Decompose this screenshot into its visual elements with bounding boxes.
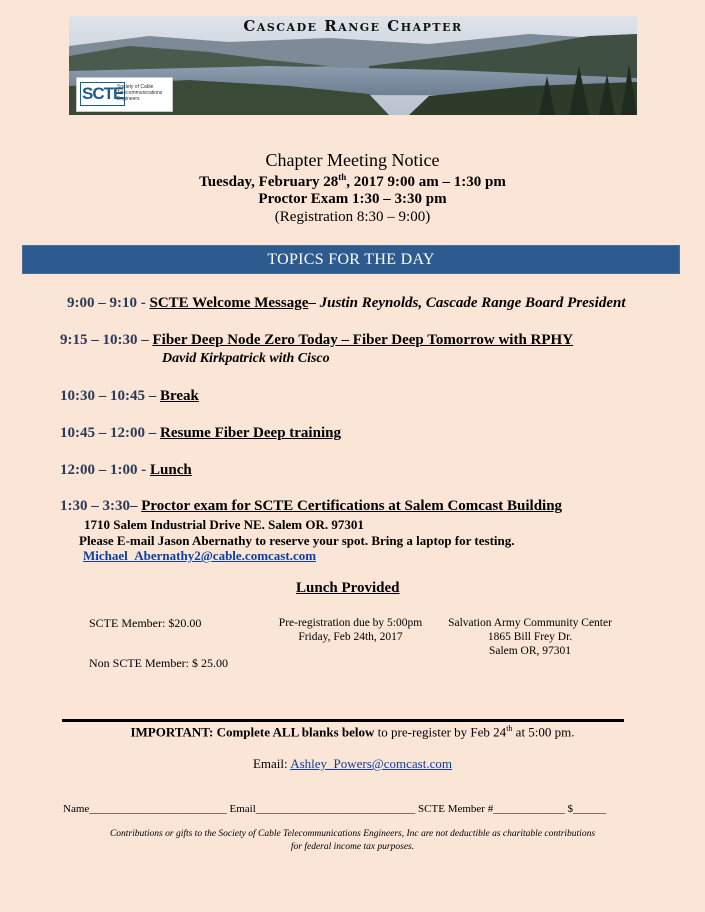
agenda-title: Lunch xyxy=(150,462,192,478)
form-member-blank[interactable]: _____________ xyxy=(493,803,565,815)
meeting-date-suffix: , 2017 9:00 am – 1:30 pm xyxy=(346,174,506,190)
notice-title: Chapter Meeting Notice xyxy=(265,150,440,170)
scte-logo xyxy=(76,77,173,112)
agenda-time: 12:00 – 1:00 - xyxy=(60,462,150,478)
agenda-title: Resume Fiber Deep training xyxy=(160,425,341,441)
agenda-speaker: David Kirkpatrick with Cisco xyxy=(162,351,330,366)
preregistration-line2: Friday, Feb 24th, 2017 xyxy=(298,631,403,643)
form-name-blank[interactable]: _________________________ xyxy=(89,803,227,815)
proctor-exam-time: Proctor Exam 1:30 – 3:30 pm xyxy=(258,191,447,207)
agenda-item xyxy=(60,332,573,349)
agenda-item xyxy=(60,425,341,442)
venue-address xyxy=(440,616,620,658)
contact-line xyxy=(0,756,705,772)
agenda-title: Proctor exam for SCTE Certifications at Salem Comcast Building xyxy=(141,498,563,514)
agenda-time: 9:15 – 10:30 – xyxy=(60,332,153,348)
agenda-item xyxy=(60,462,192,479)
proctor-email-link[interactable] xyxy=(83,548,316,564)
agenda-item xyxy=(60,388,199,405)
agenda-title: SCTE Welcome Message xyxy=(149,295,309,311)
scte-logo-mark: SCTE xyxy=(80,82,125,106)
proctor-email[interactable]: Michael_Abernathy2@cable.comcast.com xyxy=(83,548,317,563)
form-member-label: SCTE Member # xyxy=(415,803,494,815)
venue-name: Salvation Army Community Center xyxy=(448,617,612,629)
agenda-title: Fiber Deep Node Zero Today – Fiber Deep Tomorrow with RPHY xyxy=(152,332,574,348)
proctor-email-note: Please E-mail Jason Abernathy to reserve your spot. Bring a laptop for testing. xyxy=(79,533,515,548)
banner-title: Cascade Range Chapter xyxy=(243,17,463,35)
important-suffix: at 5:00 pm. xyxy=(512,724,575,740)
member-price: SCTE Member: $20.00 xyxy=(89,616,202,630)
preregistration-line1: Pre-registration due by 5:00pm xyxy=(278,617,423,629)
form-name-label: Name xyxy=(63,803,90,815)
form-amount-label: $ xyxy=(564,803,573,815)
agenda-time: 10:45 – 12:00 – xyxy=(60,425,160,441)
meeting-date xyxy=(0,172,705,191)
meeting-date-prefix: Tuesday, February 28 xyxy=(199,174,339,190)
important-text: to pre-register by Feb 24 xyxy=(374,724,507,740)
chapter-banner xyxy=(69,16,637,115)
important-bold-text: : Complete ALL blanks below xyxy=(208,724,375,740)
tax-disclaimer xyxy=(80,828,625,854)
registration-form-line xyxy=(63,803,606,815)
form-email-label: Email xyxy=(226,803,256,815)
proctor-address: 1710 Salem Industrial Drive NE. Salem OR. 97301 xyxy=(84,517,364,532)
lunch-heading: Lunch Provided xyxy=(296,580,400,596)
topics-header: TOPICS FOR THE DAY xyxy=(22,245,680,274)
venue-street: 1865 Bill Frey Dr. xyxy=(487,631,573,643)
meeting-date-sup: th xyxy=(338,172,347,182)
important-notice xyxy=(0,724,705,740)
agenda-item xyxy=(67,295,625,312)
important-sup: th xyxy=(506,724,513,733)
agenda-title: Break xyxy=(160,388,199,404)
agenda-separator: – xyxy=(308,295,320,311)
registration-time: (Registration 8:30 – 9:00) xyxy=(274,209,431,225)
contact-email[interactable]: Ashley_Powers@comcast.com xyxy=(290,756,452,771)
tax-disclaimer-line2: for federal income tax purposes. xyxy=(290,842,415,852)
important-label: IMPORTANT xyxy=(130,724,209,740)
form-amount-blank[interactable]: ______ xyxy=(572,803,606,815)
agenda-item xyxy=(60,498,562,515)
preregistration-deadline xyxy=(268,616,433,644)
agenda-time: 10:30 – 10:45 – xyxy=(60,388,160,404)
venue-city: Salem OR, 97301 xyxy=(488,645,572,657)
tax-disclaimer-line1: Contributions or gifts to the Society of Cable Telecommunications Engineers, Inc are not deductible as charitable contributions xyxy=(109,829,596,839)
form-email-blank[interactable]: _____________________________ xyxy=(255,803,416,815)
agenda-time: 1:30 – 3:30– xyxy=(60,498,142,514)
non-member-price: Non SCTE Member: $ 25.00 xyxy=(89,656,228,670)
agenda-time: 9:00 – 9:10 - xyxy=(67,295,150,311)
scte-logo-text: Society of Cable Telecommunications Engineers xyxy=(117,84,163,102)
contact-label: Email: xyxy=(252,756,291,771)
divider-rule xyxy=(62,719,624,722)
agenda-speaker: Justin Reynolds, Cascade Range Board President xyxy=(319,295,626,311)
